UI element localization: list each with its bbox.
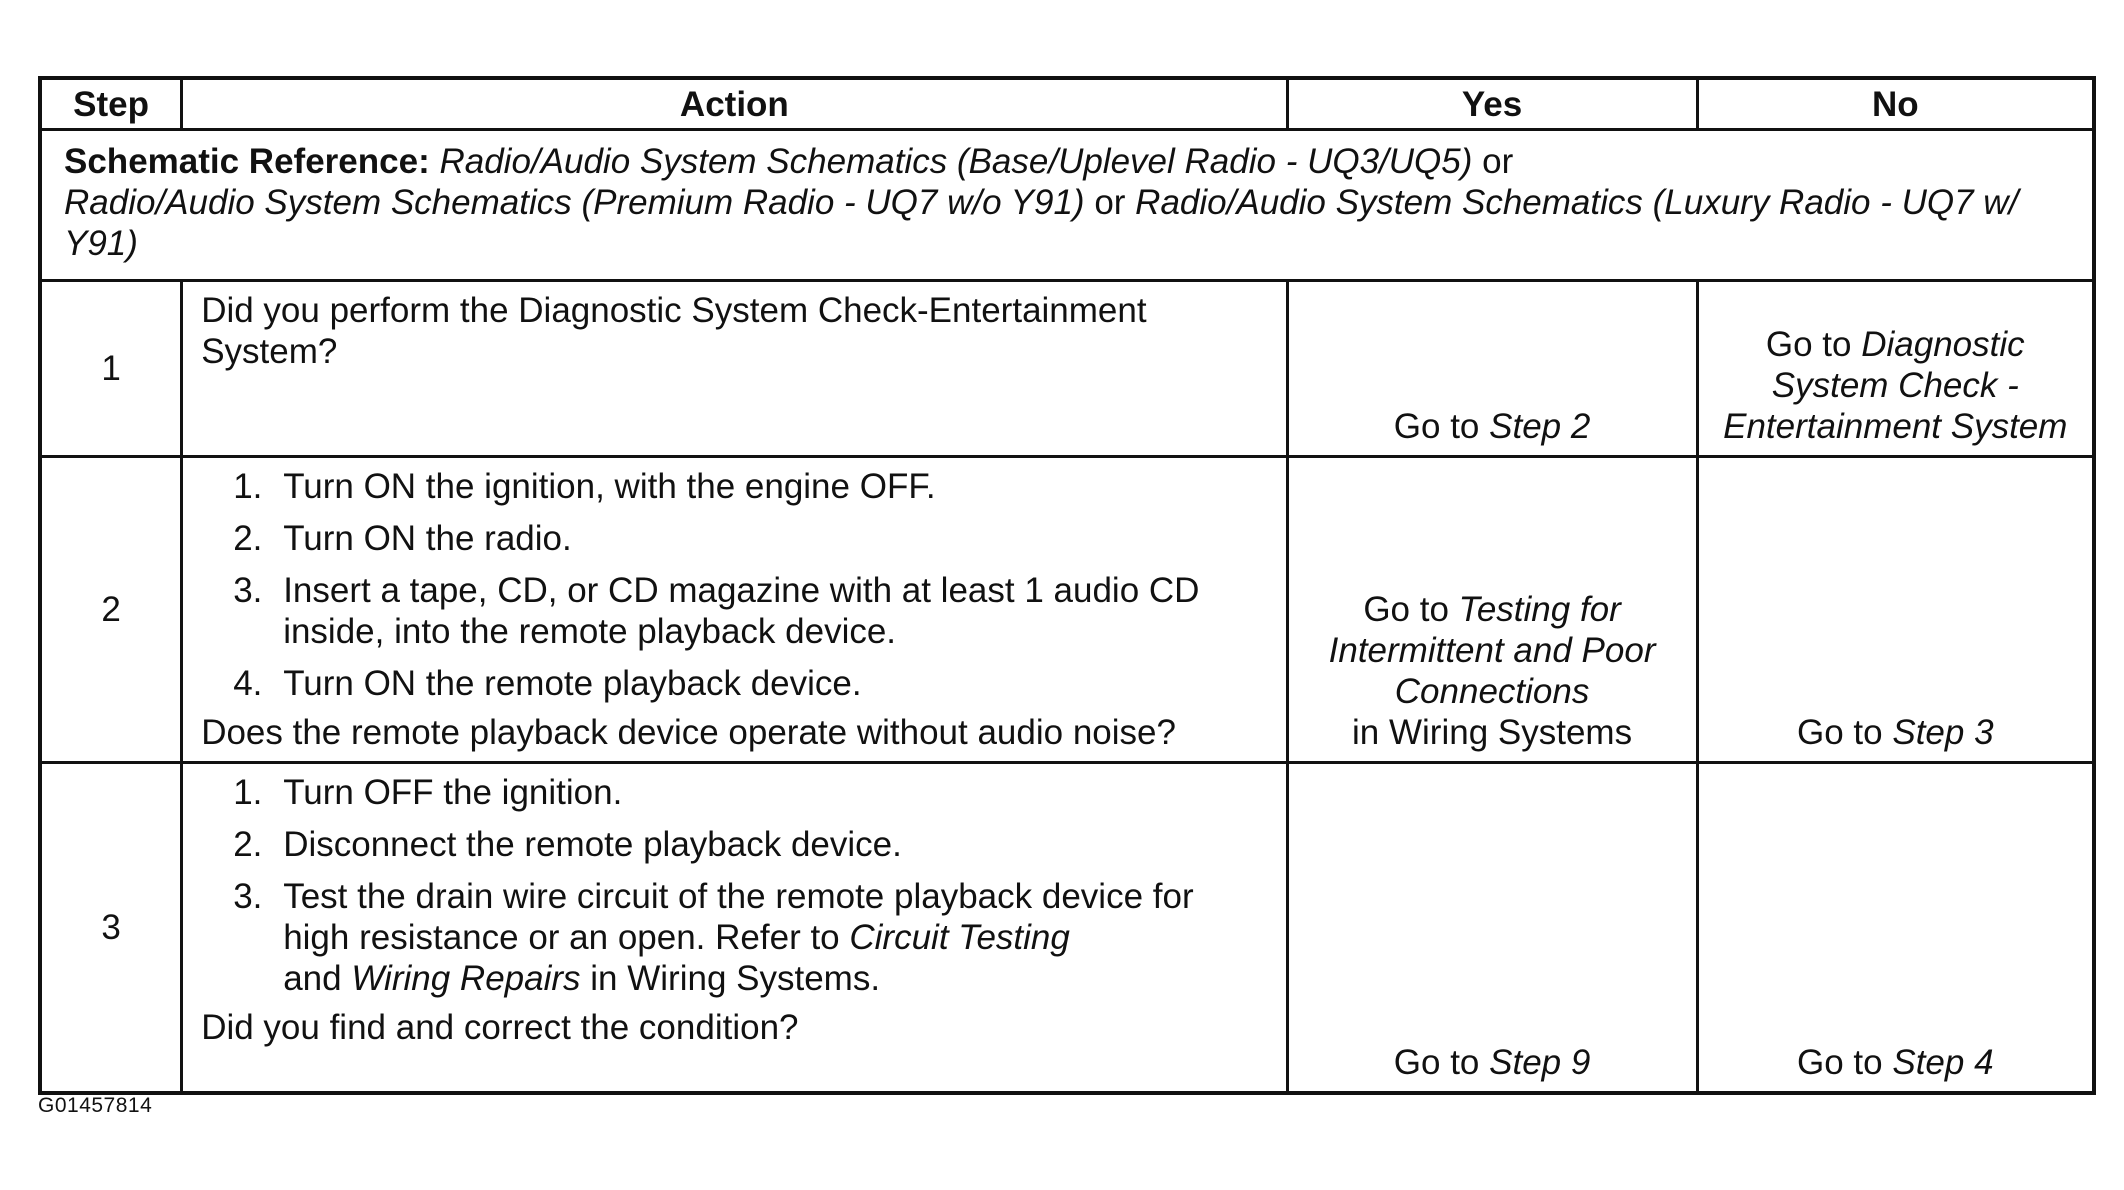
testing-intermittent-link[interactable]: Testing for Intermittent and Poor Connections <box>1328 590 1656 711</box>
no-cell <box>1697 281 2094 457</box>
schematic-reference-cell <box>40 130 2094 281</box>
go-to-label: Go to <box>1797 713 1883 752</box>
step-number: 3 <box>40 763 182 1093</box>
step-row-2 <box>40 457 2094 763</box>
item-number: 3. <box>233 877 263 916</box>
item-text: Turn OFF the ignition. <box>283 773 623 812</box>
header-no: No <box>1697 78 2094 130</box>
action-cell <box>182 281 1287 457</box>
header-yes: Yes <box>1287 78 1697 130</box>
or-text: or <box>1094 183 1126 222</box>
schematic-reference-row <box>40 130 2094 281</box>
action-list-item <box>201 824 1267 865</box>
item-text: Turn ON the remote playback device. <box>283 664 862 703</box>
go-to-label: Go to <box>1797 1042 1883 1082</box>
item-number: 3. <box>233 571 263 610</box>
item-text: Test the drain wire circuit of the remote playback device for high resistance or an open. Refer to <box>283 877 1194 957</box>
action-question: Did you find and correct the condition? <box>201 1008 799 1047</box>
item-text: and <box>283 959 342 998</box>
yes-cell <box>1287 281 1697 457</box>
action-question: Did you perform the Diagnostic System Check-Entertainment System? <box>201 291 1147 371</box>
schematic-reference-label: Schematic Reference: <box>64 142 430 181</box>
item-text: in Wiring Systems. <box>590 959 881 998</box>
diagnostic-table <box>38 76 2096 1095</box>
action-list-item <box>201 570 1267 652</box>
action-list-item <box>201 518 1267 559</box>
circuit-testing-link[interactable]: Circuit Testing <box>849 918 1070 957</box>
go-to-label: Go to <box>1363 590 1449 629</box>
item-number: 1. <box>233 467 263 506</box>
or-text: or <box>1482 142 1514 181</box>
item-text: Turn ON the ignition, with the engine OFF. <box>283 467 936 506</box>
yes-cell <box>1287 763 1697 1093</box>
figure-id: G01457814 <box>38 1094 153 1117</box>
go-to-label: Go to <box>1393 1042 1480 1082</box>
header-step: Step <box>40 78 182 130</box>
item-text: Turn ON the radio. <box>283 519 572 558</box>
step-number: 1 <box>40 281 182 457</box>
schematic-ref-premium-link[interactable]: Radio/Audio System Schematics (Premium Radio - UQ7 w/o Y91) <box>64 183 1085 222</box>
item-text: Disconnect the remote playback device. <box>283 825 902 864</box>
schematic-ref-base-link[interactable]: Radio/Audio System Schematics (Base/Uplevel Radio - UQ3/UQ5) <box>439 142 1473 181</box>
step-row-1 <box>40 281 2094 457</box>
step-3-link[interactable]: Step 3 <box>1892 713 1994 752</box>
diagnostic-system-check-link[interactable]: Diagnostic System Check - Entertainment System <box>1723 325 2068 446</box>
step-number: 2 <box>40 457 182 763</box>
no-cell <box>1697 763 2094 1093</box>
go-to-label: Go to <box>1393 407 1480 446</box>
action-list-item <box>201 772 1267 813</box>
item-number: 1. <box>233 773 263 812</box>
wiring-repairs-link[interactable]: Wiring Repairs <box>351 959 581 998</box>
action-list-item <box>201 663 1267 704</box>
go-to-label: Go to <box>1765 325 1852 364</box>
item-number: 4. <box>233 664 263 703</box>
step-2-link[interactable]: Step 2 <box>1489 407 1591 446</box>
wiring-systems-text: in Wiring Systems <box>1352 713 1633 752</box>
action-list <box>201 772 1267 999</box>
step-9-link[interactable]: Step 9 <box>1489 1042 1591 1082</box>
header-row <box>40 78 2094 130</box>
item-text: Insert a tape, CD, or CD magazine with at least 1 audio CD inside, into the remote playback device. <box>283 571 1200 651</box>
action-list <box>201 466 1267 704</box>
schematic-ref-luxury-link[interactable]: Radio/Audio System Schematics (Luxury Radio - UQ7 w/ Y91) <box>64 183 2019 263</box>
item-number: 2. <box>233 519 263 558</box>
action-list-item <box>201 466 1267 507</box>
step-4-link[interactable]: Step 4 <box>1892 1042 1994 1082</box>
yes-cell <box>1287 457 1697 763</box>
action-list-item <box>201 876 1267 999</box>
action-question: Does the remote playback device operate without audio noise? <box>201 713 1176 752</box>
action-cell <box>182 763 1287 1093</box>
step-row-3 <box>40 763 2094 1093</box>
item-number: 2. <box>233 825 263 864</box>
action-cell <box>182 457 1287 763</box>
header-action: Action <box>182 78 1287 130</box>
no-cell <box>1697 457 2094 763</box>
